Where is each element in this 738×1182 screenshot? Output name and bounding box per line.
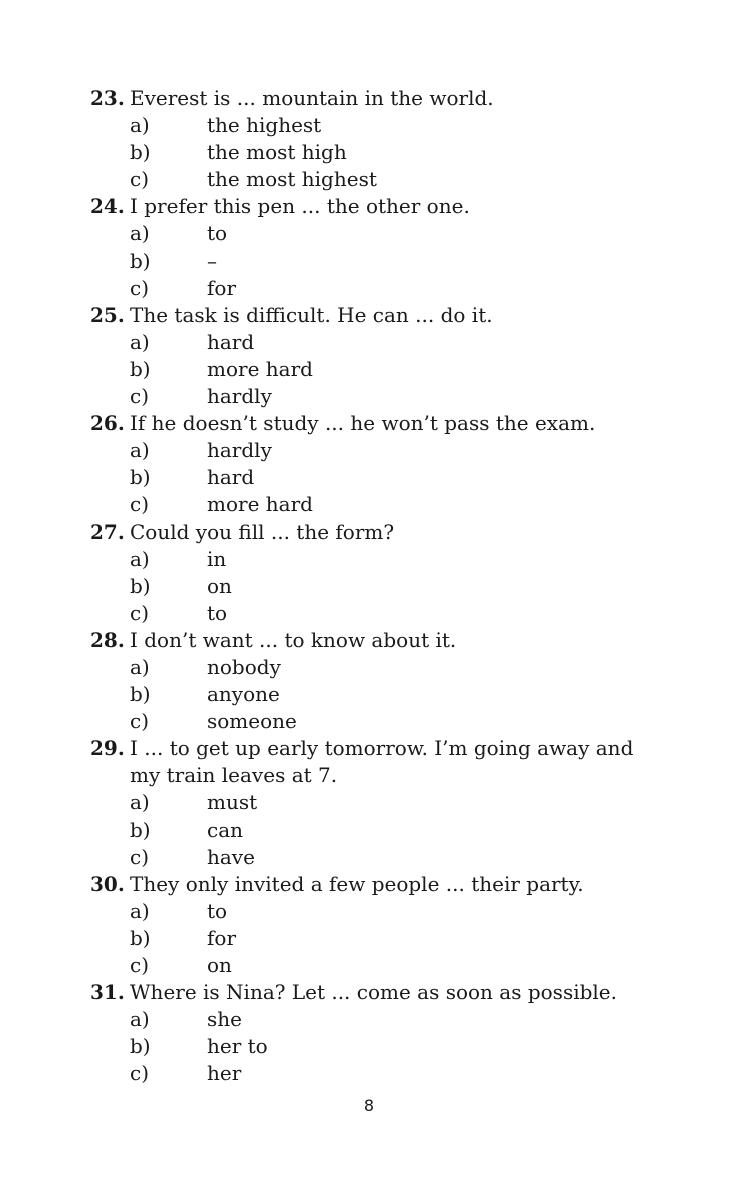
answer-option <box>90 952 690 979</box>
option-letter: b) <box>130 465 151 490</box>
question-text: I prefer this pen ... the other one. <box>130 194 470 219</box>
option-letter: b) <box>130 1034 151 1059</box>
question-stem <box>90 302 690 329</box>
question-text: They only invited a few people ... their party. <box>130 871 584 896</box>
question-stem <box>90 627 690 654</box>
option-letter: c) <box>130 844 150 869</box>
question-item <box>90 627 690 735</box>
option-letter: a) <box>130 546 150 571</box>
answer-option <box>90 383 690 410</box>
question-list <box>90 85 690 1087</box>
option-letter: b) <box>130 356 151 381</box>
option-letter: a) <box>130 790 150 815</box>
question-item <box>90 85 690 193</box>
question-item <box>90 871 690 979</box>
question-text: If he doesn’t study ... he won’t pass the exam. <box>130 411 596 436</box>
question-number: 28. <box>90 627 125 652</box>
question-number: 31. <box>90 980 125 1005</box>
question-number: 23. <box>90 86 125 110</box>
option-text: for <box>207 275 237 300</box>
question-item <box>90 979 690 1087</box>
question-stem <box>90 519 690 546</box>
option-text: hard <box>207 329 255 354</box>
option-text: hardly <box>207 384 272 409</box>
page-number: 8 <box>363 1096 375 1115</box>
answer-option <box>90 356 690 383</box>
option-letter: a) <box>130 438 150 463</box>
answer-option <box>90 600 690 627</box>
option-text: hard <box>207 465 255 490</box>
question-stem <box>90 735 690 762</box>
question-text: I don’t want ... to know about it. <box>130 627 457 652</box>
answer-option <box>90 817 690 844</box>
option-letter: b) <box>130 817 151 842</box>
question-number: 30. <box>90 871 125 896</box>
question-number: 26. <box>90 411 125 436</box>
answer-option <box>90 437 690 464</box>
option-letter: a) <box>130 1007 150 1032</box>
option-letter: a) <box>130 654 150 679</box>
question-number: 29. <box>90 736 125 761</box>
question-stem <box>90 193 690 220</box>
option-letter: b) <box>130 248 151 273</box>
option-text: anyone <box>207 682 280 707</box>
option-text: her to <box>207 1034 268 1059</box>
option-text: more hard <box>207 492 313 517</box>
option-text: her <box>207 1061 242 1086</box>
answer-option <box>90 1033 690 1060</box>
option-letter: b) <box>130 682 151 707</box>
option-letter: c) <box>130 709 150 734</box>
answer-option <box>90 789 690 816</box>
answer-option <box>90 248 690 275</box>
answer-option <box>90 844 690 871</box>
option-text: on <box>207 953 232 977</box>
option-text: hardly <box>207 438 272 463</box>
question-item <box>90 735 690 870</box>
question-number: 25. <box>90 302 125 327</box>
option-letter: c) <box>130 384 150 409</box>
question-text: I ... to get up early tomorrow. I’m going away and <box>130 736 634 761</box>
question-text: Could you fill ... the form? <box>130 519 395 544</box>
question-text-continuation: my train leaves at 7. <box>130 763 338 788</box>
option-text: to <box>207 600 228 625</box>
answer-option <box>90 1006 690 1033</box>
option-text: to <box>207 898 228 923</box>
option-letter: a) <box>130 329 150 354</box>
question-stem <box>90 410 690 437</box>
option-text: in <box>207 546 227 571</box>
question-number: 24. <box>90 194 125 219</box>
question-text: The task is difficult. He can ... do it. <box>130 302 493 327</box>
option-letter: c) <box>130 167 150 192</box>
option-letter: b) <box>130 573 151 598</box>
question-text: Everest is ... mountain in the world. <box>130 86 494 110</box>
question-item <box>90 410 690 518</box>
answer-option <box>90 1060 690 1087</box>
option-text: someone <box>207 709 297 734</box>
question-item <box>90 519 690 627</box>
question-stem <box>90 85 690 112</box>
option-text: the most highest <box>207 167 377 192</box>
option-letter: a) <box>130 898 150 923</box>
answer-option <box>90 139 690 166</box>
answer-option <box>90 925 690 952</box>
option-letter: c) <box>130 1061 150 1086</box>
answer-option <box>90 220 690 247</box>
answer-option <box>90 166 690 193</box>
option-text: more hard <box>207 356 313 381</box>
option-text: nobody <box>207 654 281 679</box>
option-letter: c) <box>130 953 150 977</box>
option-letter: a) <box>130 113 150 138</box>
answer-option <box>90 898 690 925</box>
question-item <box>90 193 690 301</box>
option-letter: a) <box>130 221 150 246</box>
answer-option <box>90 708 690 735</box>
option-text: the most high <box>207 140 347 165</box>
option-text: must <box>207 790 258 815</box>
question-item <box>90 302 690 410</box>
option-text: can <box>207 817 244 842</box>
option-letter: b) <box>130 140 151 165</box>
question-stem <box>90 979 690 1006</box>
option-text: to <box>207 221 228 246</box>
option-letter: c) <box>130 600 150 625</box>
option-text: – <box>207 248 217 273</box>
question-stem <box>90 871 690 898</box>
answer-option <box>90 112 690 139</box>
answer-option <box>90 464 690 491</box>
option-text: the highest <box>207 113 322 138</box>
option-letter: b) <box>130 925 151 950</box>
question-number: 27. <box>90 519 125 544</box>
option-text: for <box>207 925 237 950</box>
option-text: have <box>207 844 255 869</box>
answer-option <box>90 681 690 708</box>
option-text: she <box>207 1007 242 1032</box>
answer-option <box>90 329 690 356</box>
answer-option <box>90 654 690 681</box>
answer-option <box>90 546 690 573</box>
answer-option <box>90 275 690 302</box>
option-letter: c) <box>130 492 150 517</box>
option-letter: c) <box>130 275 150 300</box>
answer-option <box>90 573 690 600</box>
question-text: Where is Nina? Let ... come as soon as possible. <box>130 980 618 1005</box>
option-text: on <box>207 573 232 598</box>
answer-option <box>90 491 690 518</box>
